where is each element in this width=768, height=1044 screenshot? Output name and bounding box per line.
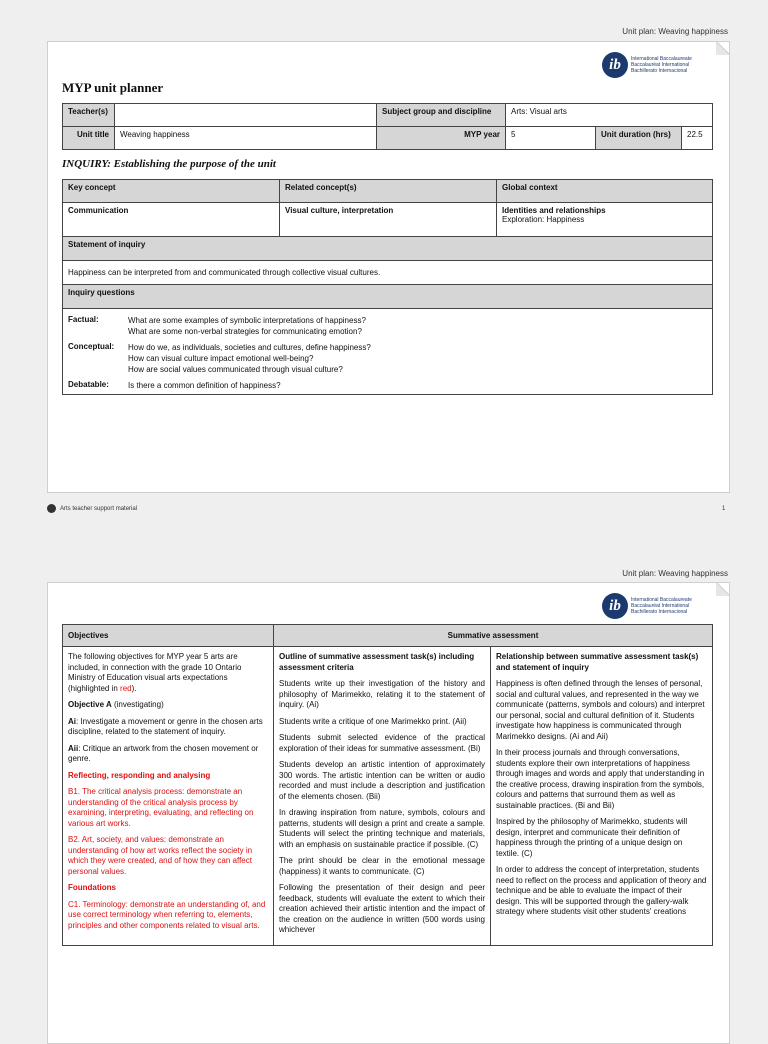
ib-logo <box>602 593 692 619</box>
subject-value: Arts: Visual arts <box>506 104 713 127</box>
inquiry-questions <box>63 309 713 395</box>
myp-year-value: 5 <box>506 127 596 150</box>
related-concepts-label: Related concept(s) <box>280 180 497 203</box>
global-context-label: Global context <box>497 180 713 203</box>
reflecting-heading: Reflecting, responding and analysing <box>68 770 211 780</box>
debatable-questions <box>68 380 707 391</box>
duration-value: 22.5 <box>682 127 713 150</box>
page-number: 1 <box>722 506 726 512</box>
outline-paragraph: In drawing inspiration from nature, symbols, colours and patterns, students will design a print and create a sample. Students will select the printing technique and materials, with an emphasis on sustainable practice if possible. (C) <box>279 808 485 849</box>
factual-questions <box>68 315 707 337</box>
global-context-value: Identities and relationships <box>502 206 606 215</box>
question: What are some non-verbal strategies for communicating emotion? <box>128 327 362 336</box>
outline-paragraph: Students write up their investigation of the history and philosophy of Marimekko, relating it to the statement of inquiry. (Ai) <box>279 679 485 709</box>
inquiry-heading: INQUIRY: Establishing the purpose of the unit <box>62 158 276 170</box>
ib-logo-line: Baccalauréat International <box>631 603 690 609</box>
outline-paragraph: Following the presentation of their design and peer feedback, students will evaluate the extent to which their creation achieved their artistic intention and the impact of the creation on the audience in written (500 words using whichever <box>279 883 485 934</box>
foundations-heading: Foundations <box>68 883 116 892</box>
relationship-paragraph: Happiness is often defined through the lenses of personal, social and cultural values, and represented in the way we communicate (patterns, symbols and colours) and interpret our personal, social and cultural definition of it. Students investigate how happiness is communicated through Marimekko designs. (Ai and Aii) <box>496 679 705 741</box>
relationship-paragraph: In their process journals and through conversations, students explore their own interpretations of happiness through images and words and apply that understanding in the creative process, drawing inspiration from the symbols, colours and patterns that surround them as well as sustainable practices. (Bi and Bii) <box>496 748 705 810</box>
factual-label: Factual: <box>68 315 99 324</box>
key-concept-value: Communication <box>63 203 280 237</box>
statement-value: Happiness can be interpreted from and communicated through collective visual cultures. <box>63 261 713 285</box>
objectives-cell <box>63 647 274 946</box>
question: How can visual culture impact emotional well-being? <box>128 354 314 363</box>
outline-paragraph: The print should be clear in the emotional message (happiness) it wants to communicate. (C) <box>279 856 485 876</box>
outline-paragraph: Students submit selected evidence of the practical exploration of their ideas for summative assessment. (Bi) <box>279 733 485 753</box>
statement-label: Statement of inquiry <box>63 237 713 261</box>
relationship-paragraph: Inspired by the philosophy of Marimekko, students will design, interpret and communicate their definition of happiness through the printing of a unique design on textile. (C) <box>496 817 688 858</box>
ib-logo <box>602 52 692 78</box>
ib-logo-icon: ib <box>602 593 628 619</box>
debatable-label: Debatable: <box>68 380 109 389</box>
unit-title-value: Weaving happiness <box>115 127 377 150</box>
running-head: Unit plan: Weaving happiness <box>622 569 728 578</box>
page-1 <box>47 41 730 493</box>
footer-text: Arts teacher support material <box>60 505 138 512</box>
teacher-value <box>115 104 377 127</box>
myp-year-label: MYP year <box>377 127 506 150</box>
question: What are some examples of symbolic interpretations of happiness? <box>128 316 366 325</box>
running-head: Unit plan: Weaving happiness <box>622 27 728 36</box>
assessment-table <box>62 624 713 946</box>
objective-ai: Ai: Investigate a movement or genre in the chosen arts discipline, related to the statement of inquiry. <box>68 716 263 736</box>
question: How are social values communicated through visual culture? <box>128 365 343 374</box>
relationship-cell <box>491 647 713 946</box>
subject-label: Subject group and discipline <box>377 104 506 127</box>
ib-logo-line: International Baccalaureate <box>631 56 692 62</box>
page-fold-icon <box>716 41 730 55</box>
outline-paragraph: Students develop an artistic intention of approximately 300 words. The artistic intention can be written or audio recorded and must include a description and justification of the elements chosen. (Bii) <box>279 760 485 801</box>
page-fold-icon <box>716 582 730 596</box>
ib-logo-line: Bachillerato Internacional <box>631 609 688 615</box>
unit-title-label: Unit title <box>63 127 115 150</box>
ib-logo-line: Bachillerato Internacional <box>631 68 688 74</box>
ib-mini-logo-icon <box>47 504 56 513</box>
objective-a: Objective A (investigating) <box>68 700 164 709</box>
outline-heading: Outline of summative assessment task(s) including assessment criteria <box>279 652 475 672</box>
question: Is there a common definition of happiness? <box>128 381 281 390</box>
unit-info-table <box>62 103 713 150</box>
page-2 <box>47 582 730 1044</box>
objectives-label: Objectives <box>63 625 274 647</box>
expectation-c1: C1. Terminology: demonstrate an understanding of, and use correct terminology when referring to, elements, principles and other components related to visual arts. <box>68 899 266 930</box>
related-concepts-value: Visual culture, interpretation <box>280 203 497 237</box>
conceptual-label: Conceptual: <box>68 342 115 351</box>
objective-aii: Aii: Critique an artwork from the chosen movement or genre. <box>68 743 259 763</box>
summative-label: Summative assessment <box>274 625 713 647</box>
ib-logo-line: Baccalauréat International <box>631 62 690 68</box>
footer <box>47 504 137 513</box>
question: How do we, as individuals, societies and cultures, define happiness? <box>128 343 371 352</box>
outline-cell <box>274 647 491 946</box>
conceptual-questions <box>68 342 707 375</box>
key-concept-label: Key concept <box>63 180 280 203</box>
teacher-label: Teacher(s) <box>63 104 115 127</box>
page-title: MYP unit planner <box>62 80 164 95</box>
relationship-paragraph: In order to address the concept of interpretation, students need to reflect on the process and application of theory and technique and be able to evaluate the impact of their design. This will be supported through the gallery-walk strategy where students visit other students' creations <box>496 865 707 916</box>
objectives-intro: The following objectives for MYP year 5 arts are included, in connection with the grade 10 Ontario Ministry of Education visual arts expectations (highlighted in red). <box>68 652 242 693</box>
expectation-b2: B2. Art, society, and values: demonstrate an understanding of how art works reflect the society in which they were created, and of how they can affect personal values. <box>68 835 253 876</box>
inquiry-table <box>62 179 713 395</box>
ib-logo-line: International Baccalaureate <box>631 597 692 603</box>
duration-label: Unit duration (hrs) <box>596 127 682 150</box>
outline-paragraph: Students write a critique of one Marimekko print. (Aii) <box>279 716 467 726</box>
global-context-exploration: Exploration: Happiness <box>502 215 585 224</box>
relationship-heading: Relationship between summative assessment task(s) and statement of inquiry <box>496 652 699 672</box>
expectation-b1: B1. The critical analysis process: demonstrate an understanding of the critical analysis process by examining, interpreting, evaluating, and reflecting on various art works. <box>68 787 254 828</box>
inquiry-questions-label: Inquiry questions <box>63 285 713 309</box>
ib-logo-icon: ib <box>602 52 628 78</box>
